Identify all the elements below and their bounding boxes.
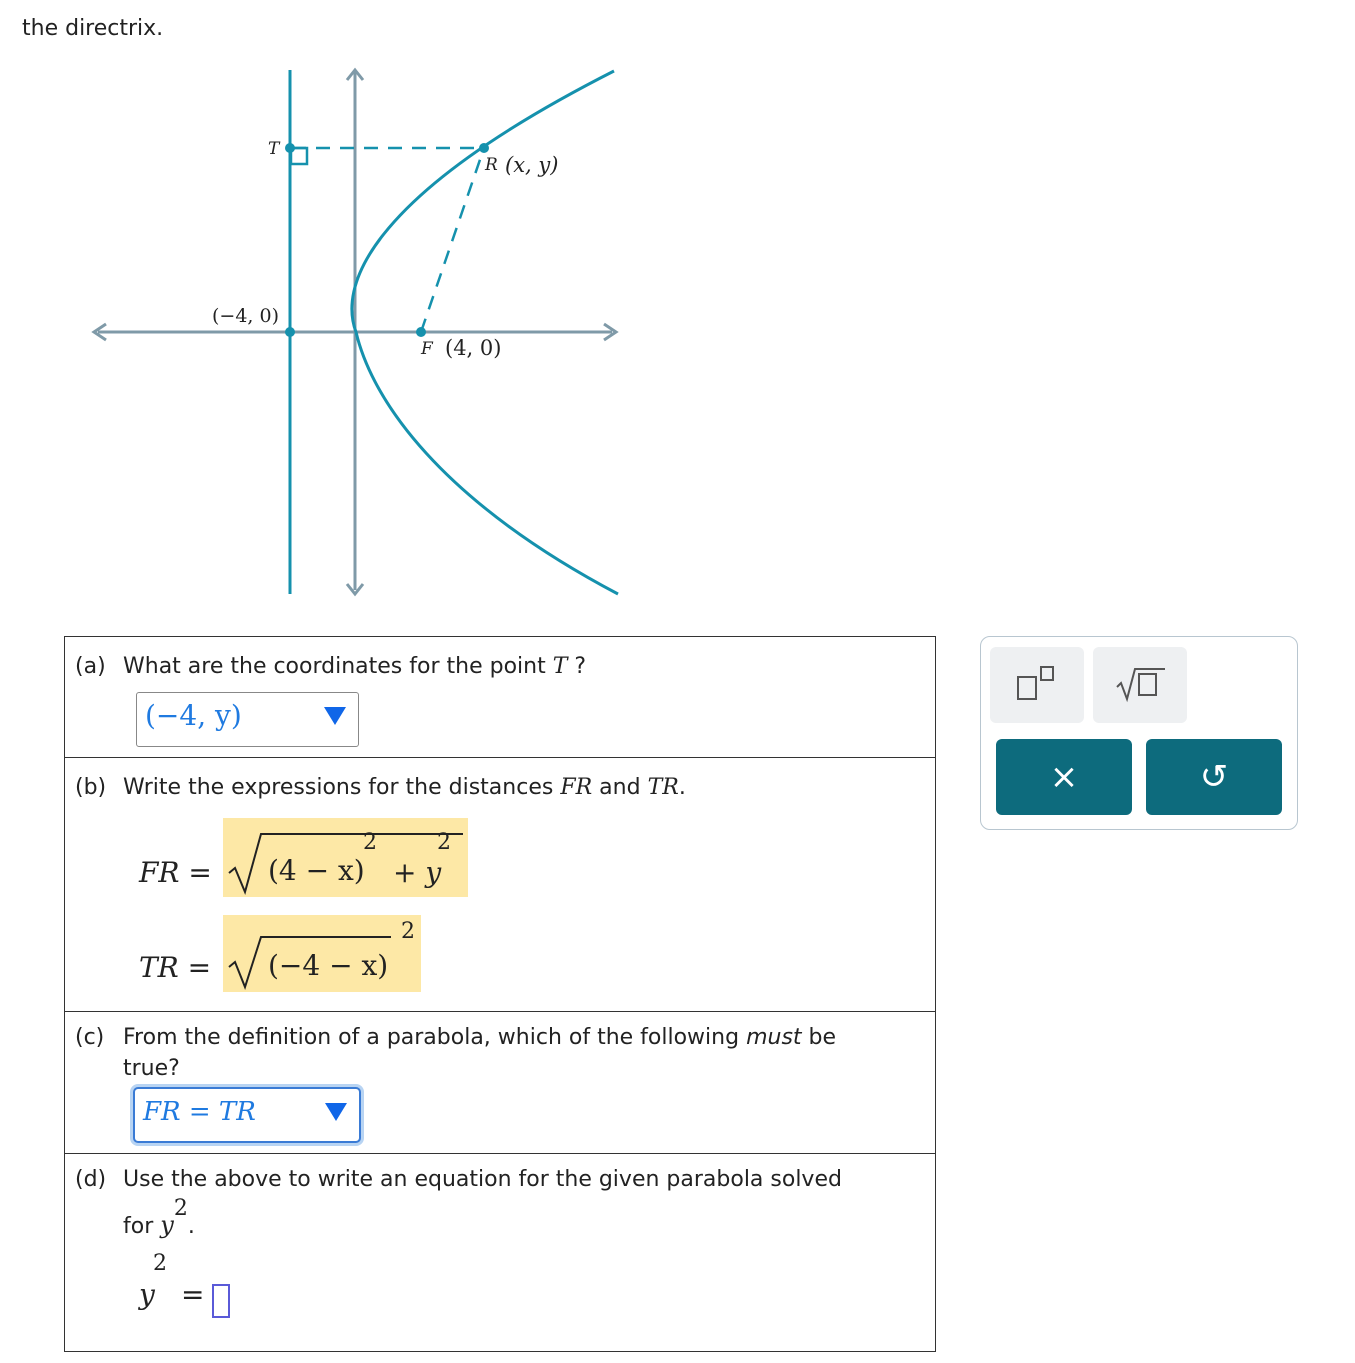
definition-dropdown[interactable] bbox=[133, 1087, 361, 1143]
tr-answer-field[interactable] bbox=[223, 915, 421, 992]
point-directrix-intercept bbox=[285, 327, 295, 337]
clear-button[interactable]: × bbox=[996, 739, 1132, 815]
label-T: T bbox=[268, 139, 280, 159]
definition-selected: FR = TR bbox=[143, 1097, 256, 1127]
part-b: (b) Write the expressions for the distances FR and TR. FR = (4 − x) 2 + y 2 TR = (−4 − x) 2 bbox=[65, 758, 935, 1012]
point-R bbox=[479, 143, 489, 153]
point-T bbox=[285, 143, 295, 153]
question-box bbox=[64, 636, 936, 1352]
dashed-FR bbox=[421, 148, 484, 332]
tr-base: (−4 − x) bbox=[268, 949, 389, 982]
part-a-label: (a) bbox=[75, 654, 106, 679]
part-d-lhs-var: y bbox=[139, 1278, 155, 1311]
part-b-question: Write the expressions for the distances bbox=[123, 775, 561, 800]
tr-exp: 2 bbox=[401, 919, 415, 944]
fr-exp1: 2 bbox=[363, 830, 377, 855]
label-R-coords: (x, y) bbox=[505, 153, 559, 177]
exponent-button[interactable] bbox=[990, 647, 1084, 723]
fr-lhs: FR = bbox=[139, 856, 212, 889]
part-d-equals: = bbox=[181, 1278, 205, 1311]
label-R: R bbox=[485, 155, 498, 175]
dropdown-arrow-icon bbox=[324, 707, 346, 725]
parabola-graph bbox=[0, 0, 700, 610]
part-a-question: What are the coordinates for the point bbox=[123, 654, 553, 679]
part-c-label: (c) bbox=[75, 1025, 105, 1050]
part-d-lhs-exp: 2 bbox=[153, 1251, 167, 1276]
part-c-question: From the definition of a parabola, which of the following bbox=[123, 1025, 747, 1050]
intro-text: the directrix. bbox=[22, 16, 164, 41]
point-T-dropdown[interactable] bbox=[136, 692, 359, 747]
dropdown-arrow-icon bbox=[325, 1103, 347, 1121]
tr-lhs: TR = bbox=[139, 951, 212, 984]
label-directrix-point: (−4, 0) bbox=[212, 305, 280, 327]
label-F: F bbox=[421, 339, 433, 359]
part-a: (a) What are the coordinates for the point T ? (−4, y) bbox=[65, 637, 935, 758]
undo-button[interactable]: ↺ bbox=[1146, 739, 1282, 815]
fr-base: (4 − x) bbox=[268, 854, 365, 887]
fr-exp2: 2 bbox=[437, 830, 451, 855]
fr-answer-field[interactable] bbox=[223, 818, 468, 897]
exponent-icon bbox=[990, 647, 1084, 723]
math-tool-panel bbox=[980, 636, 1298, 830]
part-a-var: T bbox=[552, 654, 568, 679]
part-d-question: Use the above to write an equation for the given parabola solved bbox=[123, 1167, 842, 1192]
fr-plus-y: + y bbox=[393, 856, 442, 889]
point-T-selected: (−4, y) bbox=[145, 699, 242, 732]
sqrt-icon bbox=[1093, 647, 1187, 723]
part-d: (d) Use the above to write an equation for the given parabola solved for y2. y 2 = bbox=[65, 1154, 935, 1351]
sqrt-button[interactable] bbox=[1093, 647, 1187, 723]
part-b-label: (b) bbox=[75, 775, 107, 800]
y-squared-answer-field[interactable] bbox=[212, 1284, 230, 1318]
point-F bbox=[416, 327, 426, 337]
part-c: (c) From the definition of a parabola, which of the following must be true? FR = TR bbox=[65, 1012, 935, 1154]
label-F-coords: (4, 0) bbox=[445, 336, 502, 360]
part-d-label: (d) bbox=[75, 1167, 107, 1192]
